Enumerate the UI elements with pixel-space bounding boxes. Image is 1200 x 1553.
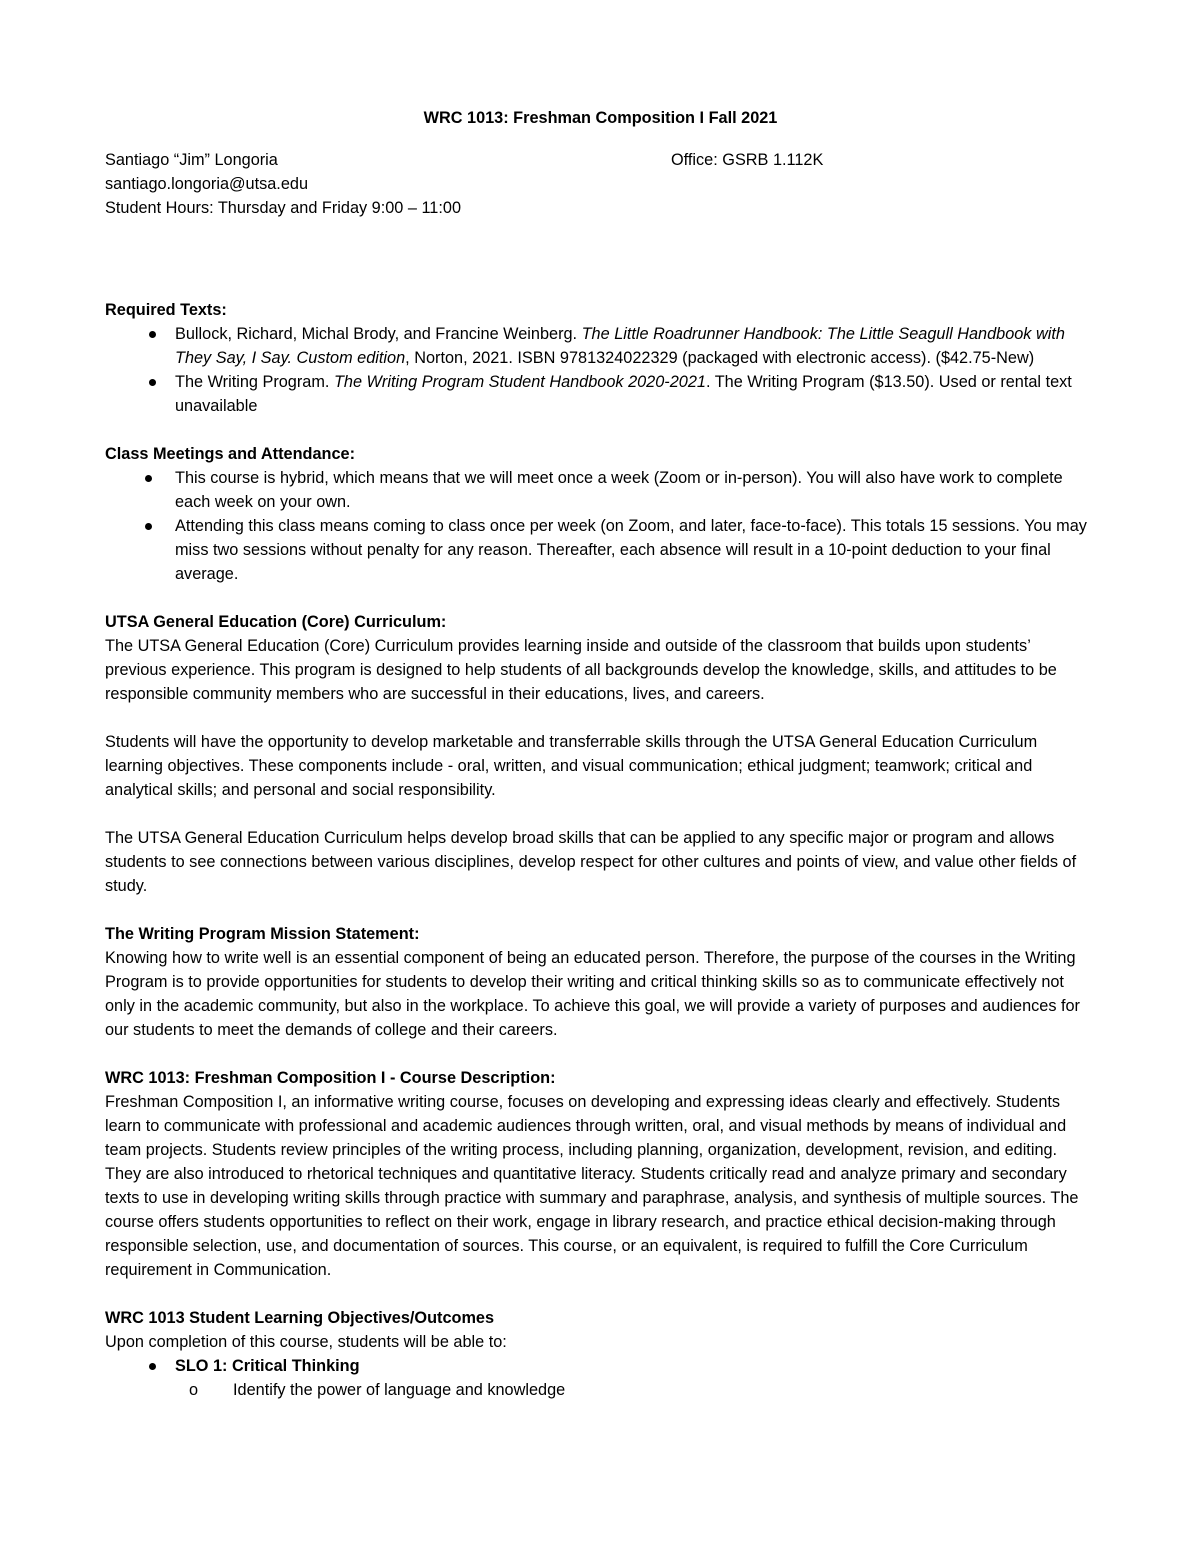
instructor-name: Santiago “Jim” Longoria: [105, 151, 278, 169]
outcomes-list: [105, 1354, 1096, 1378]
core-curriculum-heading: UTSA General Education (Core) Curriculum:: [105, 613, 447, 631]
list-item: This course is hybrid, which means that we will meet once a week (Zoom or in-person). You will also have work to complete each week on your own.: [105, 466, 1096, 514]
core-paragraph-3: The UTSA General Education Curriculum helps develop broad skills that can be applied to any specific major or program and allows students to see connections between various disciplines, develop respect for other cultures and points of view, and value other fields of study.: [105, 829, 1077, 895]
office-location: Office: GSRB 1.112K: [671, 151, 824, 169]
bullet-icon: [149, 1363, 156, 1370]
mission-heading: The Writing Program Mission Statement:: [105, 925, 420, 943]
instructor-email[interactable]: santiago.longoria@utsa.edu: [105, 175, 308, 193]
outcomes-intro: Upon completion of this course, students will be able to:: [105, 1333, 507, 1351]
bullet-icon: [149, 379, 156, 386]
bullet-icon: [145, 523, 152, 530]
student-hours: Student Hours: Thursday and Friday 9:00 – 11:00: [105, 199, 461, 217]
course-description-paragraph: Freshman Composition I, an informative writing course, focuses on developing and expressing ideas clearly and effectively. Students learn to communicate with professional and academic audiences through written, oral, and visual methods by means of individual and team projects. Students review principles of the writing process, including planning, organization, development, revision, and editing. They are also introduced to rhetorical techniques and quantitative literacy. Students critically read and analyze primary and secondary texts to use in developing writing skills through practice with summary and paraphrase, analysis, and synthesis of multiple sources. The course offers students opportunities to reflect on their work, engage in library research, and practice ethical decision-making through responsible selection, use, and documentation of sources. This course, or an equivalent, is required to fulfill the Core Curriculum requirement in Communication.: [105, 1093, 1079, 1279]
attendance-heading: Class Meetings and Attendance:: [105, 445, 355, 463]
core-paragraph-2: Students will have the opportunity to develop marketable and transferrable skills through the UTSA General Education Curriculum learning objectives. These components include - oral, written, and visual communication; ethical judgment; teamwork; critical and analytical skills; and personal and social responsibility.: [105, 733, 1038, 799]
list-item: The Writing Program. The Writing Program Student Handbook 2020-2021. The Writing Program ($13.50). Used or rental text unavailable: [105, 370, 1096, 418]
slo1-sublist: [105, 1378, 1096, 1402]
required-texts-list: [105, 322, 1096, 418]
sub-bullet-icon: o: [189, 1381, 199, 1399]
list-item: SLO 1: Critical Thinking: [105, 1354, 1096, 1378]
list-item: Bullock, Richard, Michal Brody, and Francine Weinberg. The Little Roadrunner Handbook: The Little Seagull Handbook with They Say, I Say. Custom edition, Norton, 2021. ISBN 9781324022329 (packaged with electronic access). ($42.75-New): [105, 322, 1096, 370]
core-paragraph-1: The UTSA General Education (Core) Curriculum provides learning inside and outside of the classroom that builds upon students’ previous experience. This program is designed to help students of all backgrounds develop the knowledge, skills, and attitudes to be responsible community members who are successful in their educations, lives, and careers.: [105, 637, 1057, 703]
mission-paragraph: Knowing how to write well is an essential component of being an educated person. Therefore, the purpose of the courses in the Writing Program is to provide opportunities for students to develop their writing and critical thinking skills so as to communicate effectively not only in the academic community, but also in the workplace. To achieve this goal, we will provide a variety of purposes and audiences for our students to meet the demands of college and their careers.: [105, 949, 1080, 1039]
required-texts-heading: Required Texts:: [105, 301, 227, 319]
document-title: WRC 1013: Freshman Composition I Fall 2021: [423, 109, 778, 127]
instructor-info: [105, 148, 1096, 220]
bullet-icon: [149, 331, 156, 338]
bullet-icon: [145, 475, 152, 482]
list-item: Attending this class means coming to class once per week (on Zoom, and later, face-to-face). This totals 15 sessions. You may miss two sessions without penalty for any reason. Thereafter, each absence will result in a 10-point deduction to your final average.: [105, 514, 1096, 586]
attendance-list: [105, 466, 1096, 586]
list-item: o Identify the power of language and knowledge: [105, 1378, 1096, 1402]
outcomes-heading: WRC 1013 Student Learning Objectives/Outcomes: [105, 1309, 495, 1327]
course-description-heading: WRC 1013: Freshman Composition I - Course Description:: [105, 1069, 556, 1087]
